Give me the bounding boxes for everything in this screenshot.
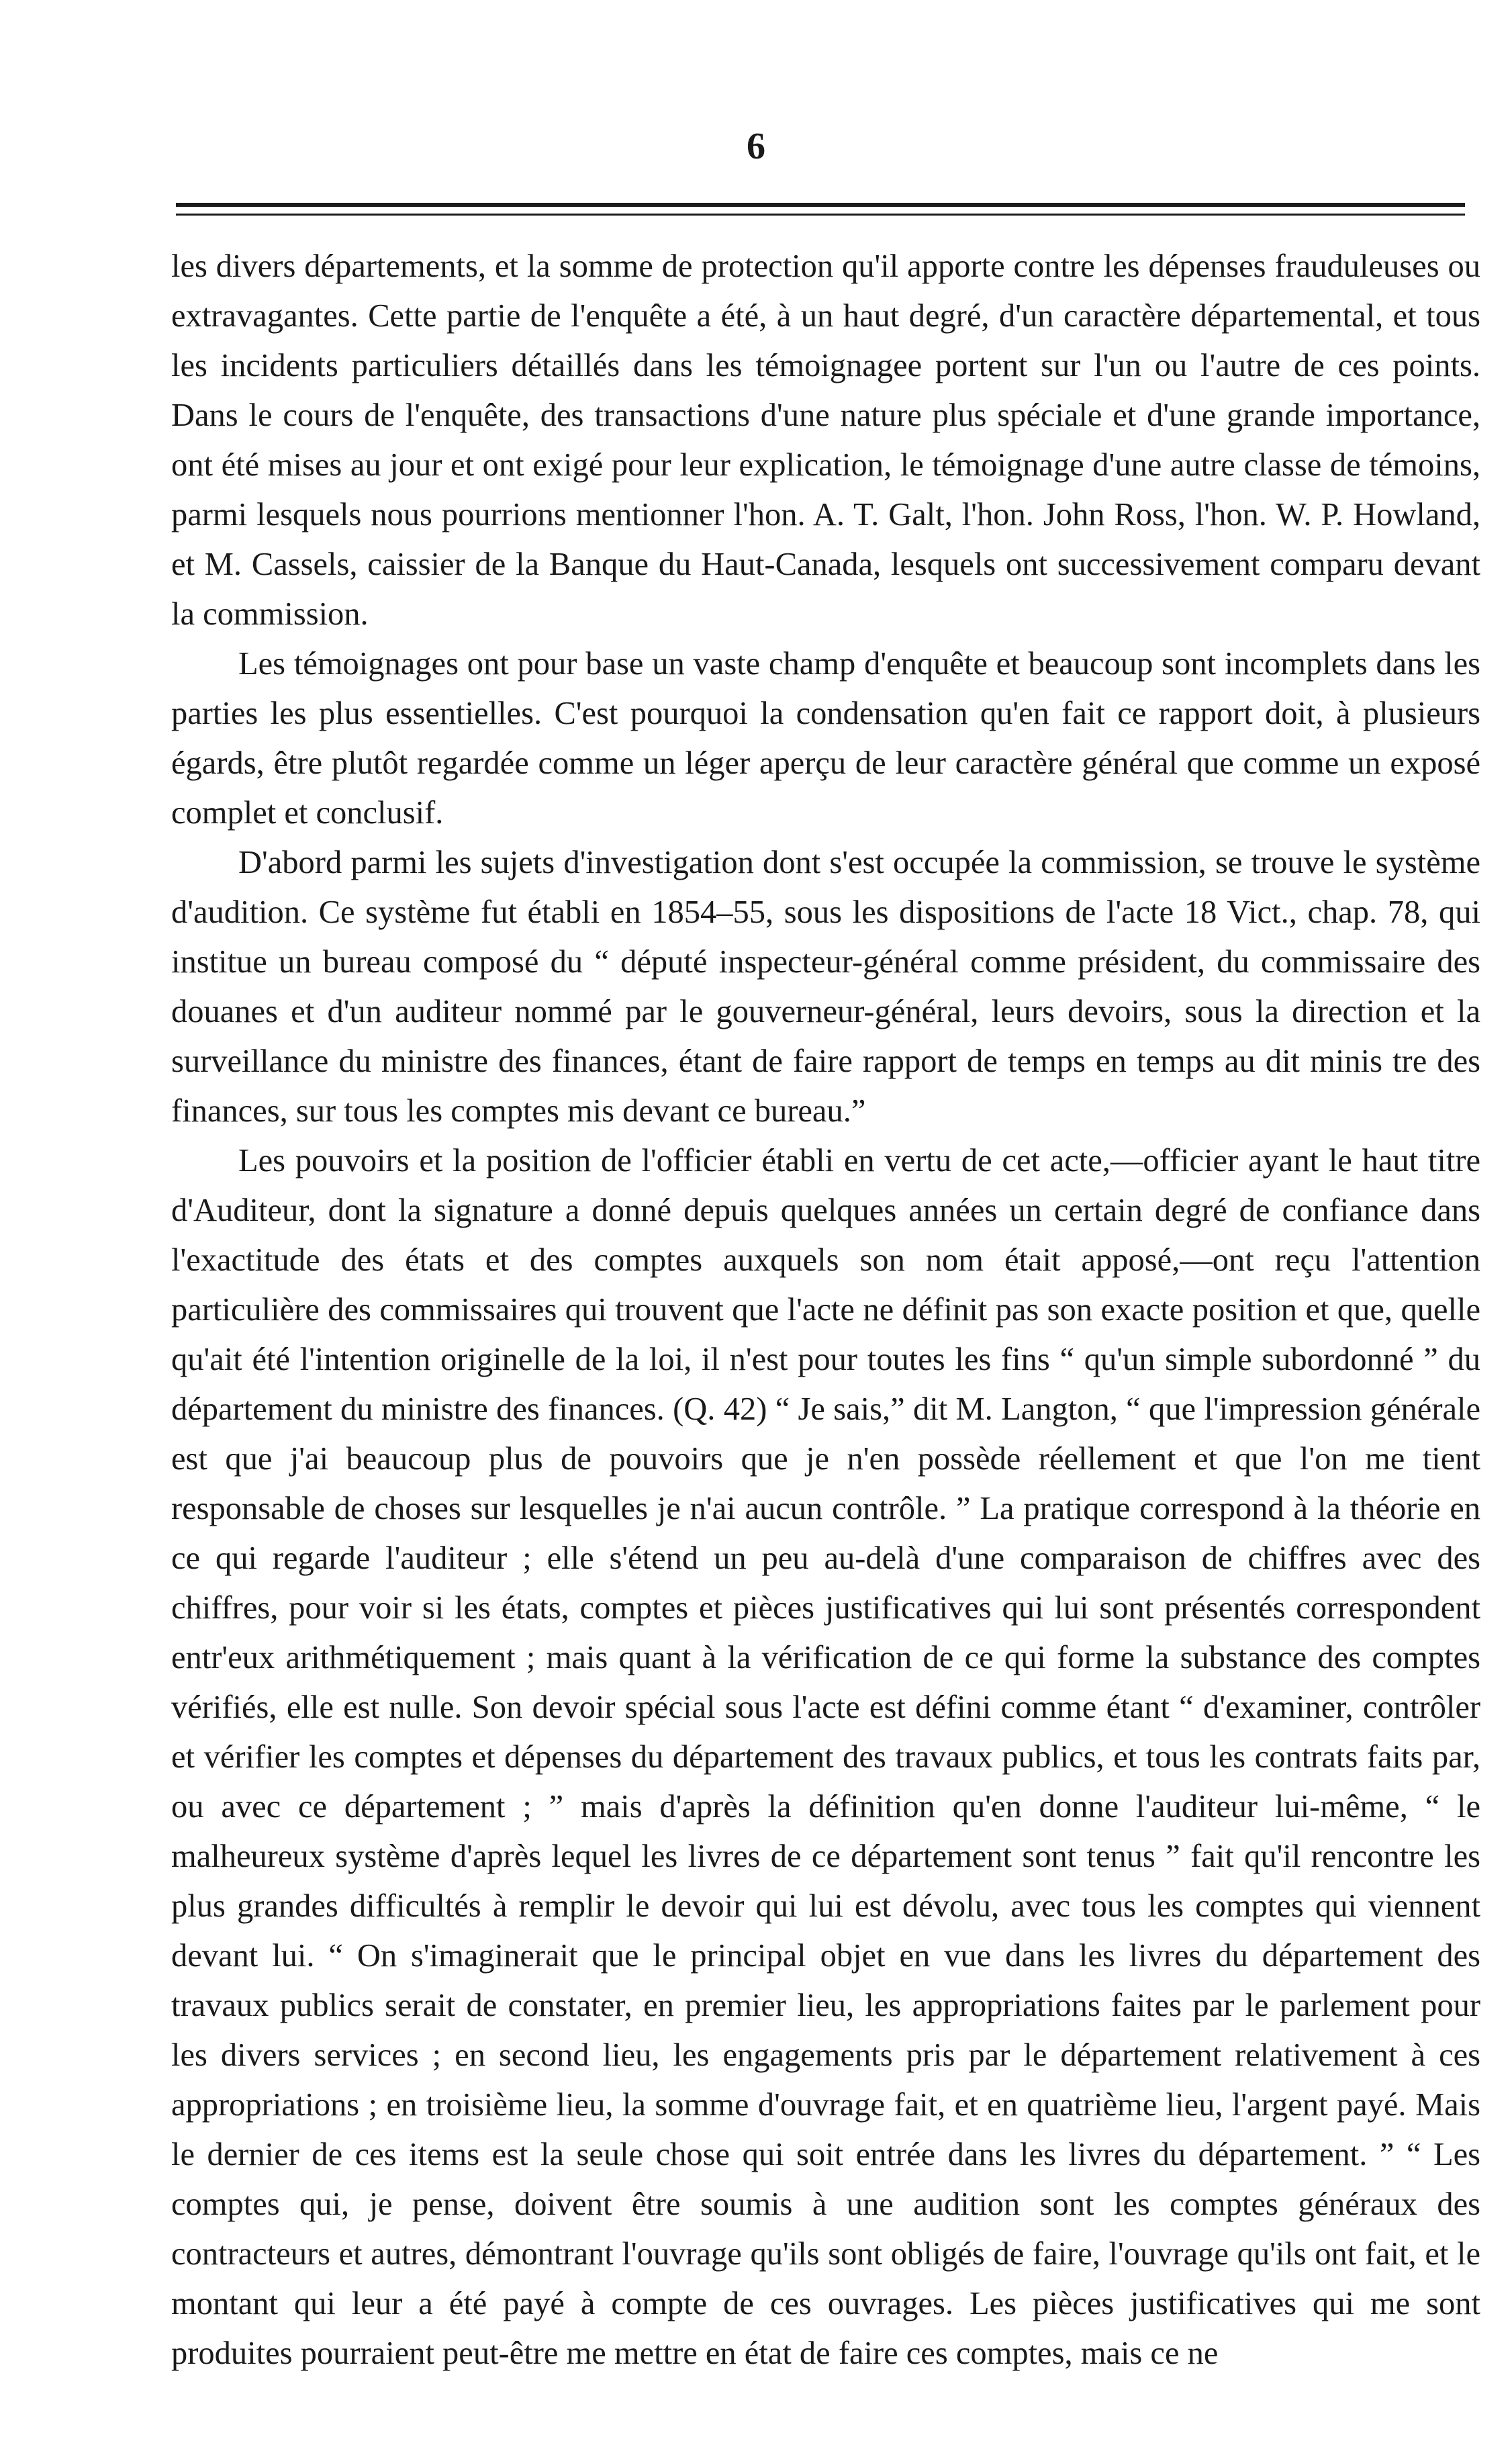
header-rule-thick xyxy=(176,203,1465,207)
paragraph-continuation: les divers départements, et la somme de protection qu'il apporte contre les dépenses frauduleuses ou extravagantes. Cette partie de l'enquête a été, à un haut degré, d'un caractère départemental, et tous les incidents particuliers détaillés dans les témoignagee portent sur l'un ou l'autre de ces points. Dans le cours de l'enquête, des transactions d'une nature plus spéciale et d'une grande importance, ont été mises au jour et ont exigé pour leur explication, le témoignage d'une autre classe de témoins, parmi lesquels nous pourrions mentionner l'hon. A. T. Galt, l'hon. John Ross, l'hon. W. P. Howland, et M. Cassels, caissier de la Banque du Haut-Canada, lesquels ont successivement comparu devant la commission. xyxy=(171,248,1480,632)
paragraph-pouvoirs-auditeur: Les pouvoirs et la position de l'officier établi en vertu de cet acte,—officier ayant le haut titre d'Auditeur, dont la signature a donné depuis quelques années un certain degré de confiance dans l'exactitude des états et des comptes auxquels son nom était apposé,—ont reçu l'attention particulière des commissaires qui trouvent que l'acte ne définit pas son exacte position et que, quelle qu'ait été l'intention originelle de la loi, il n'est pour toutes les fins “ qu'un simple subordonné ” du département du ministre des finances. (Q. 42) “ Je sais,” dit M. Langton, “ que l'impression générale est que j'ai beaucoup plus de pouvoirs que je n'en possède réellement et que l'on me tient responsable de choses sur lesquelles je n'ai aucun contrôle. ” La pratique correspond à la théorie en ce qui regarde l'auditeur ; elle s'étend un peu au-delà d'une comparaison de chiffres avec des chiffres, pour voir si les états, comptes et pièces justificatives qui lui sont présentés correspondent entr'eux arithmétiquement ; mais quant à la vérification de ce qui forme la substance des comptes vérifiés, elle est nulle. Son devoir spécial sous l'acte est défini comme étant “ d'examiner, contrôler et vérifier les comptes et dépenses du département des travaux publics, et tous les contrats faits par, ou avec ce département ; ” mais d'après la définition qu'en donne l'auditeur lui-même, “ le malheureux système d'après lequel les livres de ce département sont tenus ” fait qu'il rencontre les plus grandes difficultés à remplir le devoir qui lui est dévolu, avec tous les comptes qui viennent devant lui. “ On s'imaginerait que le principal objet en vue dans les livres du département des travaux publics serait de constater, en premier lieu, les appropriations faites par le parlement pour les divers services ; en second lieu, les engagements pris par le département relativement à ces appropriations ; en troisième lieu, la somme d'ouvrage fait, et en quatrième lieu, l'argent payé. Mais le dernier de ces items est la seule chose qui soit entrée dans les livres du département. ” “ Les comptes qui, je pense, doivent être soumis à une audition sont les comptes généraux des contracteurs et autres, démontrant l'ouvrage qu'ils sont obligés de faire, l'ouvrage qu'ils ont fait, et le montant qui leur a été payé à compte de ces ouvrages. Les pièces justificatives qui me sont produites pourraient peut-être me mettre en état de faire ces comptes, mais ce ne xyxy=(171,1143,1480,2371)
body-text xyxy=(171,242,1480,2379)
page-number: 6 xyxy=(747,126,765,167)
header-rule-thin xyxy=(176,214,1465,216)
paragraph-temoignages: Les témoignages ont pour base un vaste champ d'enquête et beaucoup sont incomplets dans les parties les plus essentielles. C'est pourquoi la condensation qu'en fait ce rapport doit, à plusieurs égards, être plutôt regardée comme un léger aperçu de leur caractère général que comme un exposé complet et conclusif. xyxy=(171,646,1480,831)
paragraph-systeme-audition: D'abord parmi les sujets d'investigation dont s'est occupée la commission, se trouve le système d'audition. Ce système fut établi en 1854–55, sous les dispositions de l'acte 18 Vict., chap. 78, qui institue un bureau composé du “ député inspecteur-général comme président, du commissaire des douanes et d'un auditeur nommé par le gouverneur-général, leurs devoirs, sous la direction et la surveillance du ministre des finances, étant de faire rapport de temps en temps au dit minis tre des finances, sur tous les comptes mis devant ce bureau.” xyxy=(171,845,1480,1129)
